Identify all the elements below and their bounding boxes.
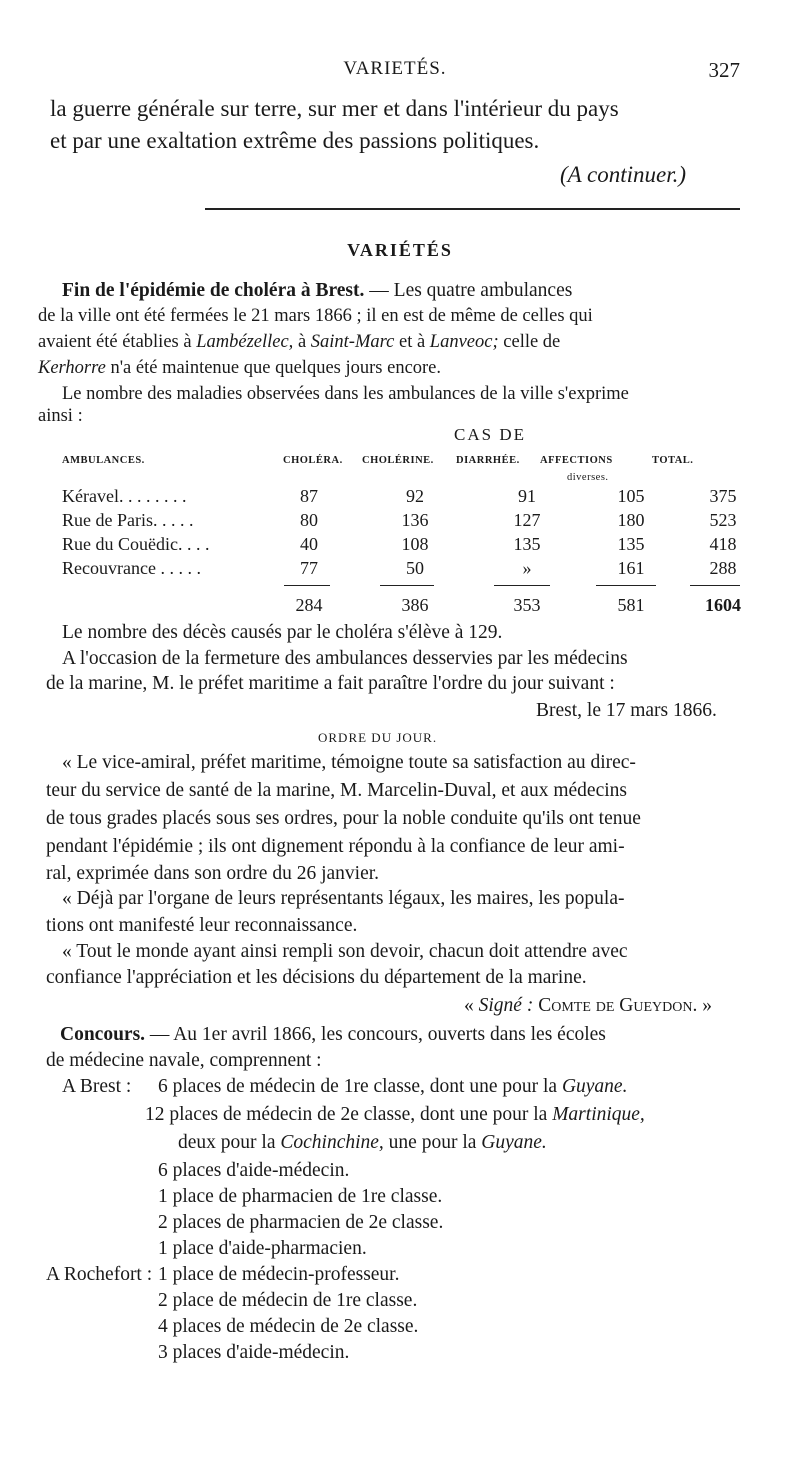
sum-rule [380,585,434,586]
col-header-ambulances: AMBULANCES. [62,455,145,466]
total-cholera: 284 [295,595,323,615]
cell-affections: 161 [617,558,645,578]
ambulance-name: Recouvrance . . . . . [62,558,201,578]
fin-first-line [62,280,572,302]
fin-text: à [297,332,307,352]
signature [464,995,712,1017]
ordre-line: « Déjà par l'organe de leurs représentants légaux, les maires, les popula- [62,888,625,909]
cell-cholerine: 136 [401,510,429,530]
place-name: Guyane. [561,1076,628,1097]
list-item: 2 place de médecin de 1re classe. [158,1290,418,1311]
fin-line: Le nombre des maladies observées dans les ambulances de la ville s'exprime [62,384,629,404]
ordre-line: teur du service de santé de la marine, M. Marcelin-Duval, et aux médecins [46,780,627,801]
table-row [62,534,742,558]
cell-cholera: 80 [300,510,318,530]
fin-text: n'a été maintenue que quelques jours encore. [110,358,442,378]
brest-label: A Brest : [62,1076,132,1097]
list-item-text: deux pour la [178,1132,276,1153]
place-name: Lambézellec, [196,332,294,352]
list-item [158,1076,627,1098]
cell-cholerine: 50 [406,558,424,578]
col-header-affections-sub: diverses. [567,472,609,483]
total-affections: 581 [617,595,645,615]
total-total: 1604 [705,595,741,615]
list-item: 1 place de médecin-professeur. [158,1264,400,1285]
sum-rule [596,585,656,586]
list-item: 1 place d'aide-pharmacien. [158,1238,367,1259]
cell-diarrhee: 135 [513,534,541,554]
ordre-line: pendant l'épidémie ; ils ont dignement répondu à la confiance de leur ami- [46,836,625,857]
total-diarrhee: 353 [513,595,541,615]
place-name: Lanveoc; [429,332,499,352]
place-name: Kerhorre [38,358,106,378]
ambulance-name: Kéravel. . . . . . . . [62,486,187,506]
sum-rule [284,585,330,586]
fin-text: celle de [503,332,561,352]
cell-total: 375 [709,486,737,506]
cell-total: 288 [709,558,737,578]
cell-affections: 105 [617,486,645,506]
fin-line-3 [38,332,560,353]
list-item [145,1104,645,1126]
sum-rule [494,585,550,586]
ordre-line: « Le vice-amiral, préfet maritime, témoigne toute sa satisfaction au direc- [62,752,636,773]
ambulance-name: Rue de Paris. . . . . [62,510,194,530]
after-table-line: A l'occasion de la fermeture des ambulances desservies par les médecins [62,648,628,669]
list-item: 2 places de pharmacien de 2e classe. [158,1212,444,1233]
table-group-header: CAS DE [454,425,526,444]
cell-cholerine: 92 [406,486,424,506]
cell-affections: 135 [617,534,645,554]
signature-label: Signé : [478,995,534,1016]
list-item: 1 place de pharmacien de 1re classe. [158,1186,443,1207]
fin-line: ainsi : [38,406,83,426]
table-row [62,558,742,582]
page-number: 327 [708,58,740,82]
cell-cholera: 77 [300,558,318,578]
fin-text: et à [398,332,426,352]
after-table-line: de la marine, M. le préfet maritime a fait paraître l'ordre du jour suivant : [46,673,615,694]
cell-affections: 180 [617,510,645,530]
ordre-line: « Tout le monde ayant ainsi rempli son devoir, chacun doit attendre avec [62,941,628,962]
ambulance-name: Rue du Couëdic. . . . [62,534,210,554]
sum-rule [690,585,740,586]
table-row [62,486,742,510]
cell-cholerine: 108 [401,534,429,554]
place-name: Guyane. [481,1132,547,1153]
list-item-text: 12 places de médecin de 2e classe, dont une pour la [145,1104,548,1125]
running-head [50,58,740,88]
ordre-title: ORDRE DU JOUR. [318,730,438,745]
ordre-line: de tous grades placés sous ses ordres, pour la noble conduite qu'ils ont tenue [46,808,641,829]
concours-line: de médecine navale, comprennent : [46,1050,322,1071]
table-row [62,510,742,534]
list-item-cont [178,1132,547,1154]
intro-line-1: la guerre générale sur terre, sur mer et dans l'intérieur du pays [50,96,619,121]
fin-line: de la ville ont été fermées le 21 mars 1866 ; il en est de même de celles qui [38,306,593,326]
rochefort-label: A Rochefort : [46,1264,153,1285]
cell-cholera: 40 [300,534,318,554]
col-header-cholera: CHOLÉRA. [283,455,343,466]
cell-total: 418 [709,534,737,554]
ordre-line: confiance l'appréciation et les décisions du département de la marine. [46,967,587,988]
total-cholerine: 386 [401,595,429,615]
order-date: Brest, le 17 mars 1866. [536,700,717,721]
col-header-affections: AFFECTIONS [540,455,613,466]
place-name: Cochinchine, [280,1132,384,1153]
list-item: 3 places d'aide-médecin. [158,1342,350,1363]
cell-diarrhee: 127 [513,510,541,530]
cell-cholera: 87 [300,486,318,506]
place-name: Martinique, [552,1104,645,1125]
fin-text: avaient été établies à [38,332,192,352]
deaths-line: Le nombre des décès causés par le choléra s'élève à 129. [62,622,503,643]
cell-diarrhee: 91 [518,486,536,506]
running-head-title: VARIETÉS. [343,58,447,79]
cell-diarrhee: » [522,558,532,578]
section-rule [205,208,740,210]
section-title: VARIÉTÉS [347,240,453,260]
table-totals-row [62,595,742,619]
col-header-diarrhee: DIARRHÉE. [456,455,520,466]
list-item-text: 6 places de médecin de 1re classe, dont une pour la [158,1076,558,1097]
intro-line-2: et par une exaltation extrême des passions politiques. [50,128,540,153]
continuation-note: (A continuer.) [560,162,687,187]
place-name: Saint-Marc [310,332,395,352]
concours-first-line [60,1024,606,1046]
ordre-line: tions ont manifesté leur reconnaissance. [46,915,358,936]
fin-heading: Fin de l'épidémie de choléra à Brest. [62,280,365,301]
ordre-line: ral, exprimée dans son ordre du 26 janvier. [46,863,380,884]
concours-heading: Concours. [60,1024,146,1045]
list-item: 6 places d'aide-médecin. [158,1160,350,1181]
col-header-cholerine: CHOLÉRINE. [362,455,434,466]
col-header-total: TOTAL. [652,455,694,466]
signature-quote: « [464,995,474,1016]
concours-text: — Au 1er avril 1866, les concours, ouverts dans les écoles [149,1024,606,1045]
signature-name: Comte de Gueydon. » [538,995,712,1016]
list-item-text: une pour la [388,1132,477,1153]
list-item: 4 places de médecin de 2e classe. [158,1316,419,1337]
cell-total: 523 [709,510,737,530]
fin-line-4 [38,358,441,379]
fin-line: — Les quatre ambulances [369,280,573,301]
